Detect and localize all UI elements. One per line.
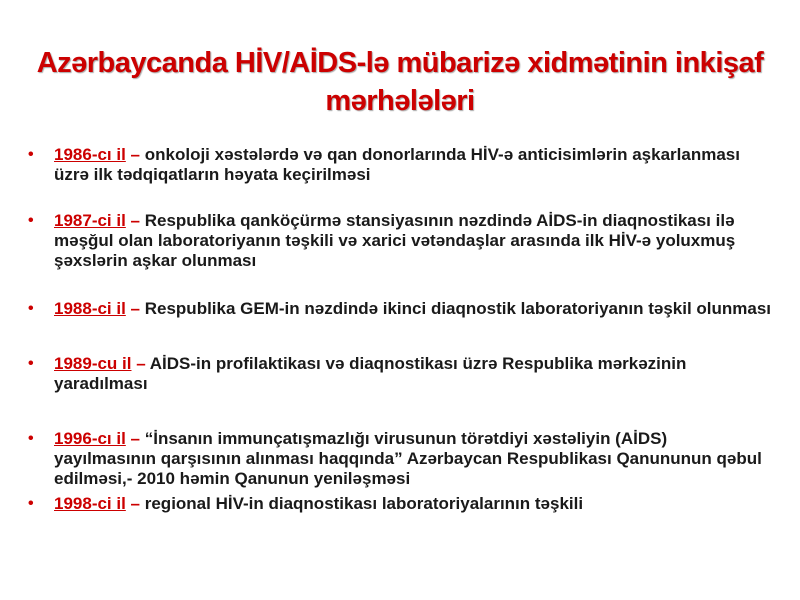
list-item — [28, 211, 773, 271]
item-year: 1989-cu il — [54, 354, 132, 373]
bullet-icon: • — [28, 430, 34, 447]
bullet-icon: • — [28, 300, 34, 317]
item-text: Respublika qanköçürmə stansiyasının nəzdində AİDS-in diaqnostikası ilə məşğul olan laboratoriyanın təşkili və xarici vətəndaşlar arasında ilk HİV-ə yoluxmuş şəxslərin aşkar olunması — [54, 211, 736, 270]
item-dash: – — [125, 145, 145, 164]
bullet-icon: • — [28, 212, 34, 229]
item-dash: – — [125, 494, 145, 513]
bullet-icon: • — [28, 146, 34, 163]
item-text: “İnsanın immunçatışmazlığı virusunun törətdiyi xəstəliyin (AİDS) yayılmasının qarşısının alınması haqqında” Azərbaycan Respublikası Qanununun qəbul edilməsi,- 2010 həmin Qanunun yeniləşməsi — [54, 429, 762, 488]
bullet-icon: • — [28, 495, 34, 512]
list-item — [28, 354, 773, 394]
slide-title: Azərbaycanda HİV/AİDS-lə mübarizə xidmətinin inkişaf mərhələləri — [36, 47, 764, 117]
item-text: Respublika GEM-in nəzdində ikinci diaqnostik laboratoriyanın təşkil olunması — [144, 299, 772, 318]
item-year: 1987-ci il — [54, 211, 126, 230]
list-item — [28, 494, 773, 514]
item-dash: – — [131, 354, 150, 373]
list-item — [28, 429, 773, 489]
item-year: 1996-cı il — [54, 429, 126, 448]
item-text: onkoloji xəstələrdə və qan donorlarında HİV-ə anticisimlərin aşkarlanması üzrə ilk tədqiqatların həyata keçirilməsi — [54, 145, 740, 184]
item-dash: – — [125, 429, 145, 448]
item-year: 1988-ci il — [54, 299, 126, 318]
item-dash: – — [125, 211, 145, 230]
item-text: AİDS-in profilaktikası və diaqnostikası üzrə Respublika mərkəzinin yaradılması — [54, 354, 687, 393]
milestone-list — [28, 145, 773, 514]
item-dash: – — [125, 299, 145, 318]
item-text: regional HİV-in diaqnostikası laboratoriyalarının təşkili — [144, 494, 584, 513]
item-year: 1986-cı il — [54, 145, 126, 164]
bullet-icon: • — [28, 355, 34, 372]
list-item — [28, 145, 773, 185]
item-year: 1998-ci il — [54, 494, 126, 513]
list-item — [28, 299, 773, 319]
